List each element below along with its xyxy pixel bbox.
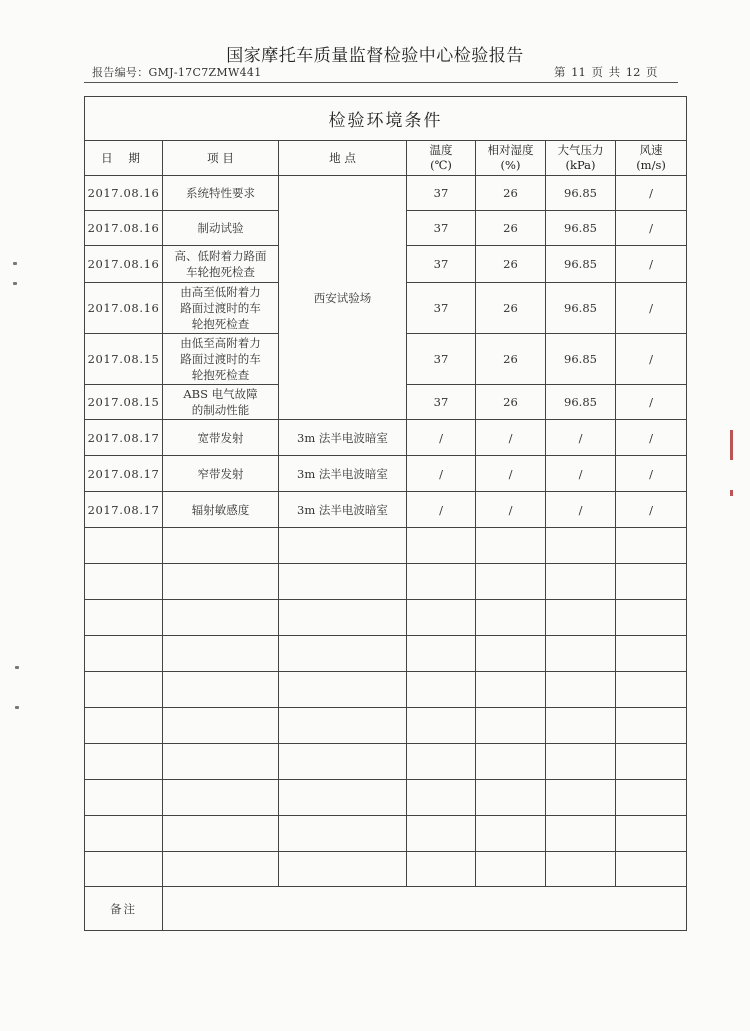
- table-header-row: [85, 141, 687, 176]
- wind-cell: /: [616, 420, 687, 456]
- temperature-cell: 37: [407, 334, 476, 385]
- empty-row: [85, 600, 687, 636]
- humidity-cell: /: [476, 456, 546, 492]
- binding-hole-mark: [15, 706, 19, 709]
- table-title: 检验环境条件: [85, 97, 687, 141]
- item-cell: 系统特性要求: [163, 176, 279, 211]
- column-header-temperature: 温度 (℃): [407, 141, 476, 176]
- header-divider: [84, 82, 678, 83]
- empty-row: [85, 564, 687, 600]
- humidity-cell: 26: [476, 246, 546, 283]
- report-number: 报告编号：GMJ-17C7ZMW441: [92, 66, 262, 79]
- wind-cell: /: [616, 246, 687, 283]
- column-header-location: 地 点: [279, 141, 407, 176]
- date-cell: 2017.08.16: [85, 176, 163, 211]
- binding-hole-mark: [15, 666, 19, 669]
- item-cell: 窄带发射: [163, 456, 279, 492]
- temperature-cell: 37: [407, 283, 476, 334]
- table-row: [85, 456, 687, 492]
- empty-row: [85, 528, 687, 564]
- pressure-cell: 96.85: [546, 283, 616, 334]
- empty-row: [85, 708, 687, 744]
- location-cell: 3m 法半电波暗室: [279, 456, 407, 492]
- date-cell: 2017.08.16: [85, 283, 163, 334]
- date-cell: 2017.08.17: [85, 492, 163, 528]
- binding-hole-mark: [13, 262, 17, 265]
- date-cell: 2017.08.17: [85, 420, 163, 456]
- pressure-cell: /: [546, 492, 616, 528]
- humidity-cell: /: [476, 492, 546, 528]
- remarks-value: [163, 887, 687, 931]
- page-info: 第 11 页 共 12 页: [554, 65, 658, 79]
- pressure-cell: 96.85: [546, 211, 616, 246]
- date-cell: 2017.08.16: [85, 246, 163, 283]
- edge-red-mark: [730, 430, 733, 460]
- pressure-cell: /: [546, 456, 616, 492]
- location-cell-shared: 西安试验场: [279, 176, 407, 420]
- edge-red-mark: [730, 490, 733, 496]
- temperature-cell: 37: [407, 385, 476, 420]
- binding-hole-mark: [13, 282, 17, 285]
- table-row: [85, 420, 687, 456]
- column-header-wind: 风速 (m/s): [616, 141, 687, 176]
- temperature-cell: 37: [407, 176, 476, 211]
- wind-cell: /: [616, 211, 687, 246]
- item-cell: ABS 电气故障 的制动性能: [163, 385, 279, 420]
- temperature-cell: 37: [407, 211, 476, 246]
- wind-cell: /: [616, 283, 687, 334]
- column-header-humidity: 相对湿度 (%): [476, 141, 546, 176]
- empty-row: [85, 744, 687, 780]
- pressure-cell: 96.85: [546, 334, 616, 385]
- humidity-cell: /: [476, 420, 546, 456]
- humidity-cell: 26: [476, 334, 546, 385]
- wind-cell: /: [616, 176, 687, 211]
- environment-conditions-table: [84, 96, 686, 927]
- column-header-pressure: 大气压力 (kPa): [546, 141, 616, 176]
- wind-cell: /: [616, 492, 687, 528]
- temperature-cell: /: [407, 456, 476, 492]
- humidity-cell: 26: [476, 211, 546, 246]
- table-row: [85, 492, 687, 528]
- remarks-row: [85, 887, 687, 931]
- wind-cell: /: [616, 334, 687, 385]
- empty-row: [85, 852, 687, 887]
- table-row: [85, 176, 687, 211]
- pressure-cell: 96.85: [546, 176, 616, 211]
- empty-row: [85, 816, 687, 852]
- temperature-cell: /: [407, 420, 476, 456]
- item-cell: 高、低附着力路面 车轮抱死检查: [163, 246, 279, 283]
- date-cell: 2017.08.17: [85, 456, 163, 492]
- humidity-cell: 26: [476, 385, 546, 420]
- item-cell: 制动试验: [163, 211, 279, 246]
- date-cell: 2017.08.16: [85, 211, 163, 246]
- empty-row: [85, 780, 687, 816]
- date-cell: 2017.08.15: [85, 334, 163, 385]
- location-cell: 3m 法半电波暗室: [279, 492, 407, 528]
- item-cell: 宽带发射: [163, 420, 279, 456]
- temperature-cell: /: [407, 492, 476, 528]
- pressure-cell: /: [546, 420, 616, 456]
- report-title: 国家摩托车质量监督检验中心检验报告: [226, 46, 524, 66]
- column-header-item: 项 目: [163, 141, 279, 176]
- date-cell: 2017.08.15: [85, 385, 163, 420]
- humidity-cell: 26: [476, 176, 546, 211]
- item-cell: 辐射敏感度: [163, 492, 279, 528]
- wind-cell: /: [616, 456, 687, 492]
- temperature-cell: 37: [407, 246, 476, 283]
- empty-row: [85, 672, 687, 708]
- item-cell: 由低至高附着力 路面过渡时的车 轮抱死检查: [163, 334, 279, 385]
- item-cell: 由高至低附着力 路面过渡时的车 轮抱死检查: [163, 283, 279, 334]
- location-cell: 3m 法半电波暗室: [279, 420, 407, 456]
- wind-cell: /: [616, 385, 687, 420]
- pressure-cell: 96.85: [546, 385, 616, 420]
- humidity-cell: 26: [476, 283, 546, 334]
- column-header-date: 日 期: [85, 141, 163, 176]
- remarks-label: 备注: [85, 887, 163, 931]
- pressure-cell: 96.85: [546, 246, 616, 283]
- empty-row: [85, 636, 687, 672]
